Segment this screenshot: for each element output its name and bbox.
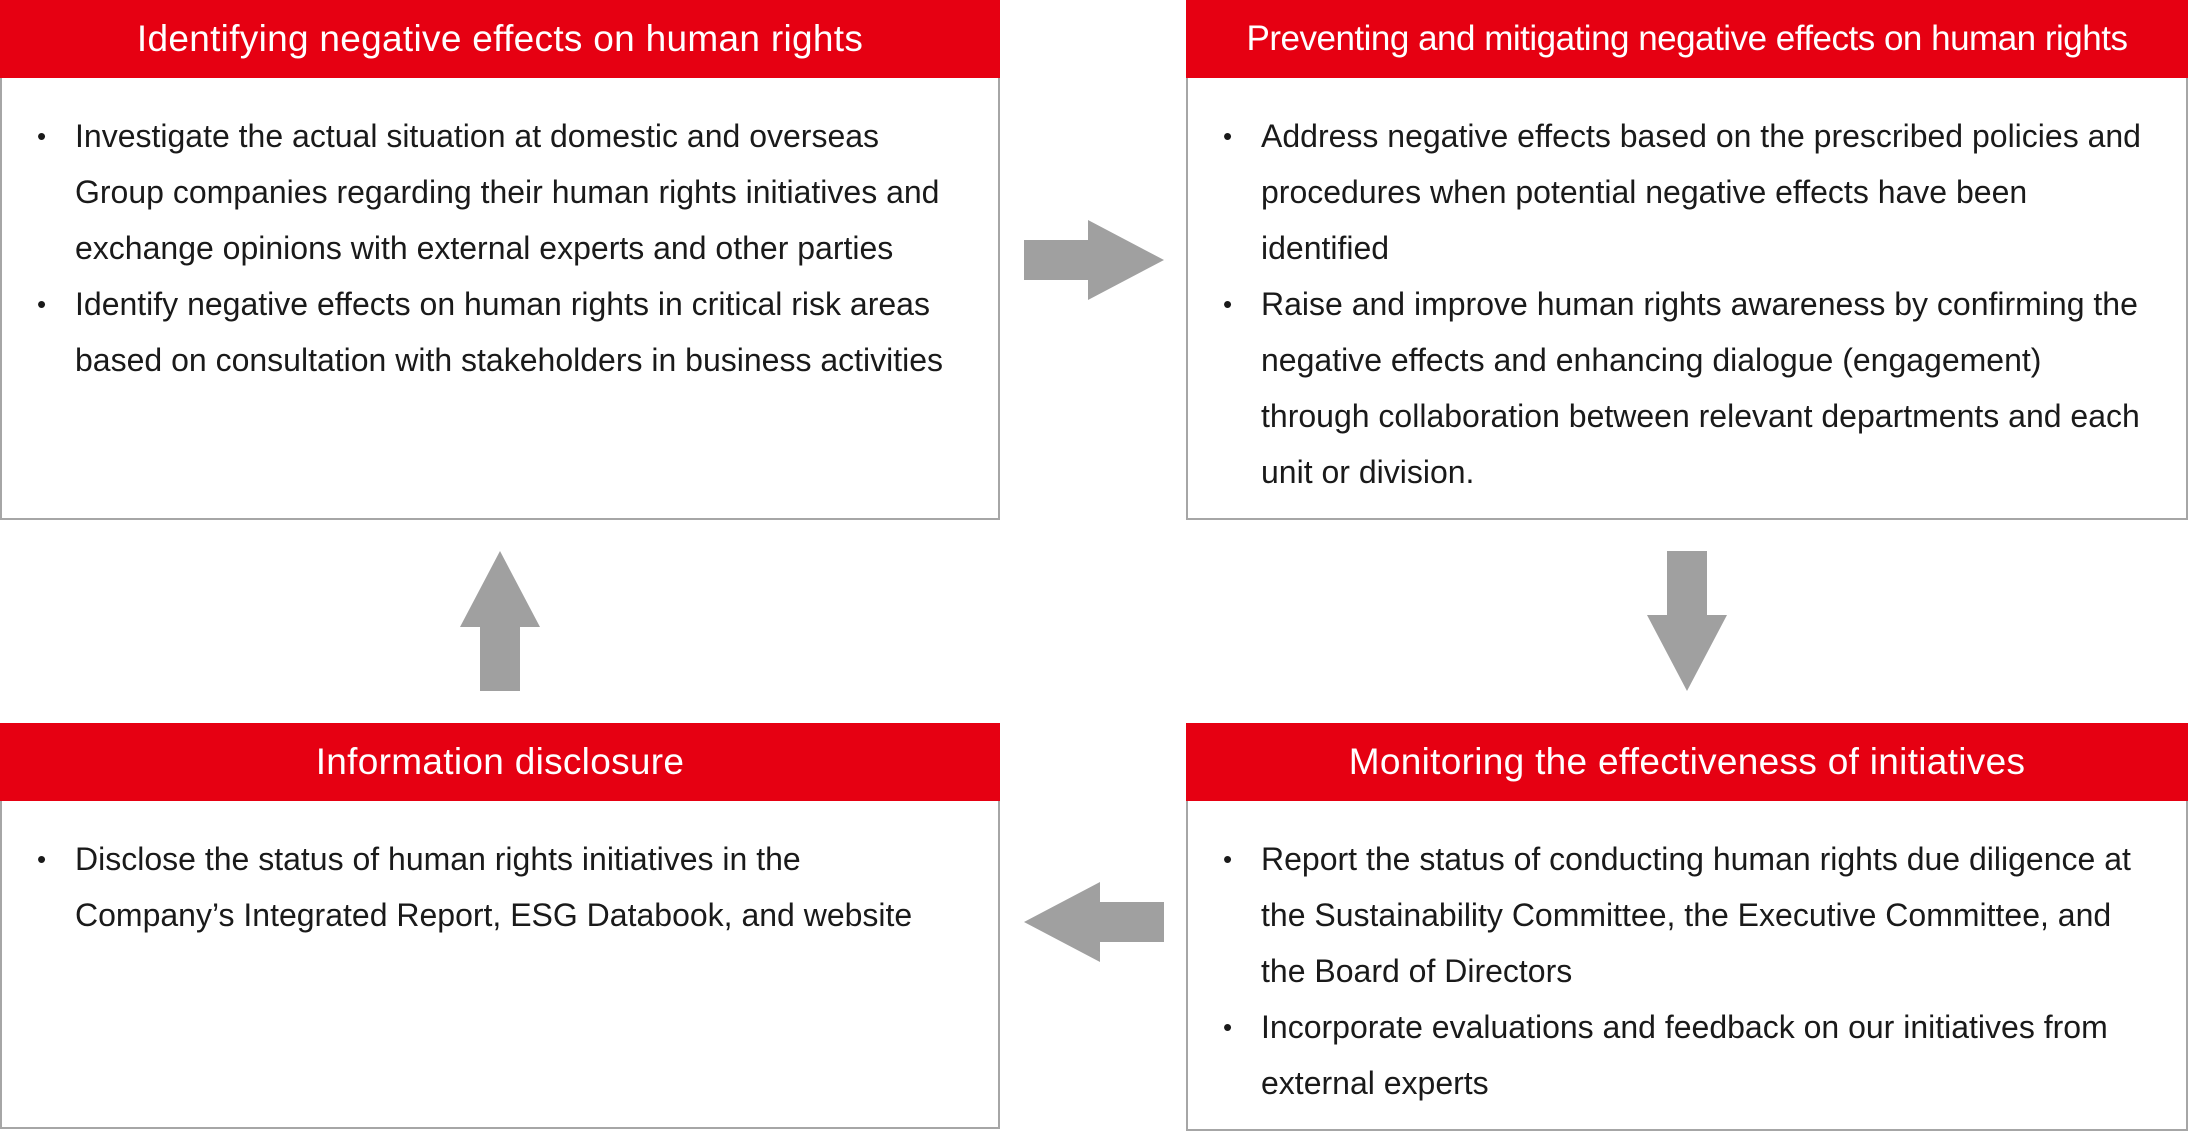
arrow-left-icon (1024, 882, 1164, 962)
identifying-list (2, 78, 998, 388)
arrow-down-icon (1647, 551, 1727, 691)
disclosure-box (0, 723, 1000, 1129)
preventing-list (1188, 78, 2186, 500)
identifying-box (0, 0, 1000, 520)
list-item: • Incorporate evaluations and feedback on our initiatives from external experts (1261, 999, 2156, 1111)
disclosure-list (2, 801, 998, 943)
list-item: • Disclose the status of human rights initiatives in the Company’s Integrated Report, ESG Databook, and website (75, 831, 968, 943)
arrow-right-icon (1024, 220, 1164, 300)
list-item: • Report the status of conducting human rights due diligence at the Sustainability Committee, the Executive Committee, and the Board of Directors (1261, 831, 2156, 999)
disclosure-title: Information disclosure (0, 723, 1000, 801)
list-item: • Identify negative effects on human rights in critical risk areas based on consultation with stakeholders in business activities (75, 276, 968, 388)
identifying-title: Identifying negative effects on human rights (0, 0, 1000, 78)
monitoring-title: Monitoring the effectiveness of initiatives (1186, 723, 2188, 801)
preventing-box (1186, 0, 2188, 520)
list-item: • Investigate the actual situation at domestic and overseas Group companies regarding their human rights initiatives and exchange opinions with external experts and other parties (75, 108, 968, 276)
arrow-up-icon (460, 551, 540, 691)
monitoring-box (1186, 723, 2188, 1131)
list-item: • Address negative effects based on the prescribed policies and procedures when potential negative effects have been identified (1261, 108, 2156, 276)
monitoring-list (1188, 801, 2186, 1111)
preventing-title: Preventing and mitigating negative effects on human rights (1186, 0, 2188, 78)
list-item: • Raise and improve human rights awareness by confirming the negative effects and enhancing dialogue (engagement) through collaboration between relevant departments and each unit or division. (1261, 276, 2156, 500)
